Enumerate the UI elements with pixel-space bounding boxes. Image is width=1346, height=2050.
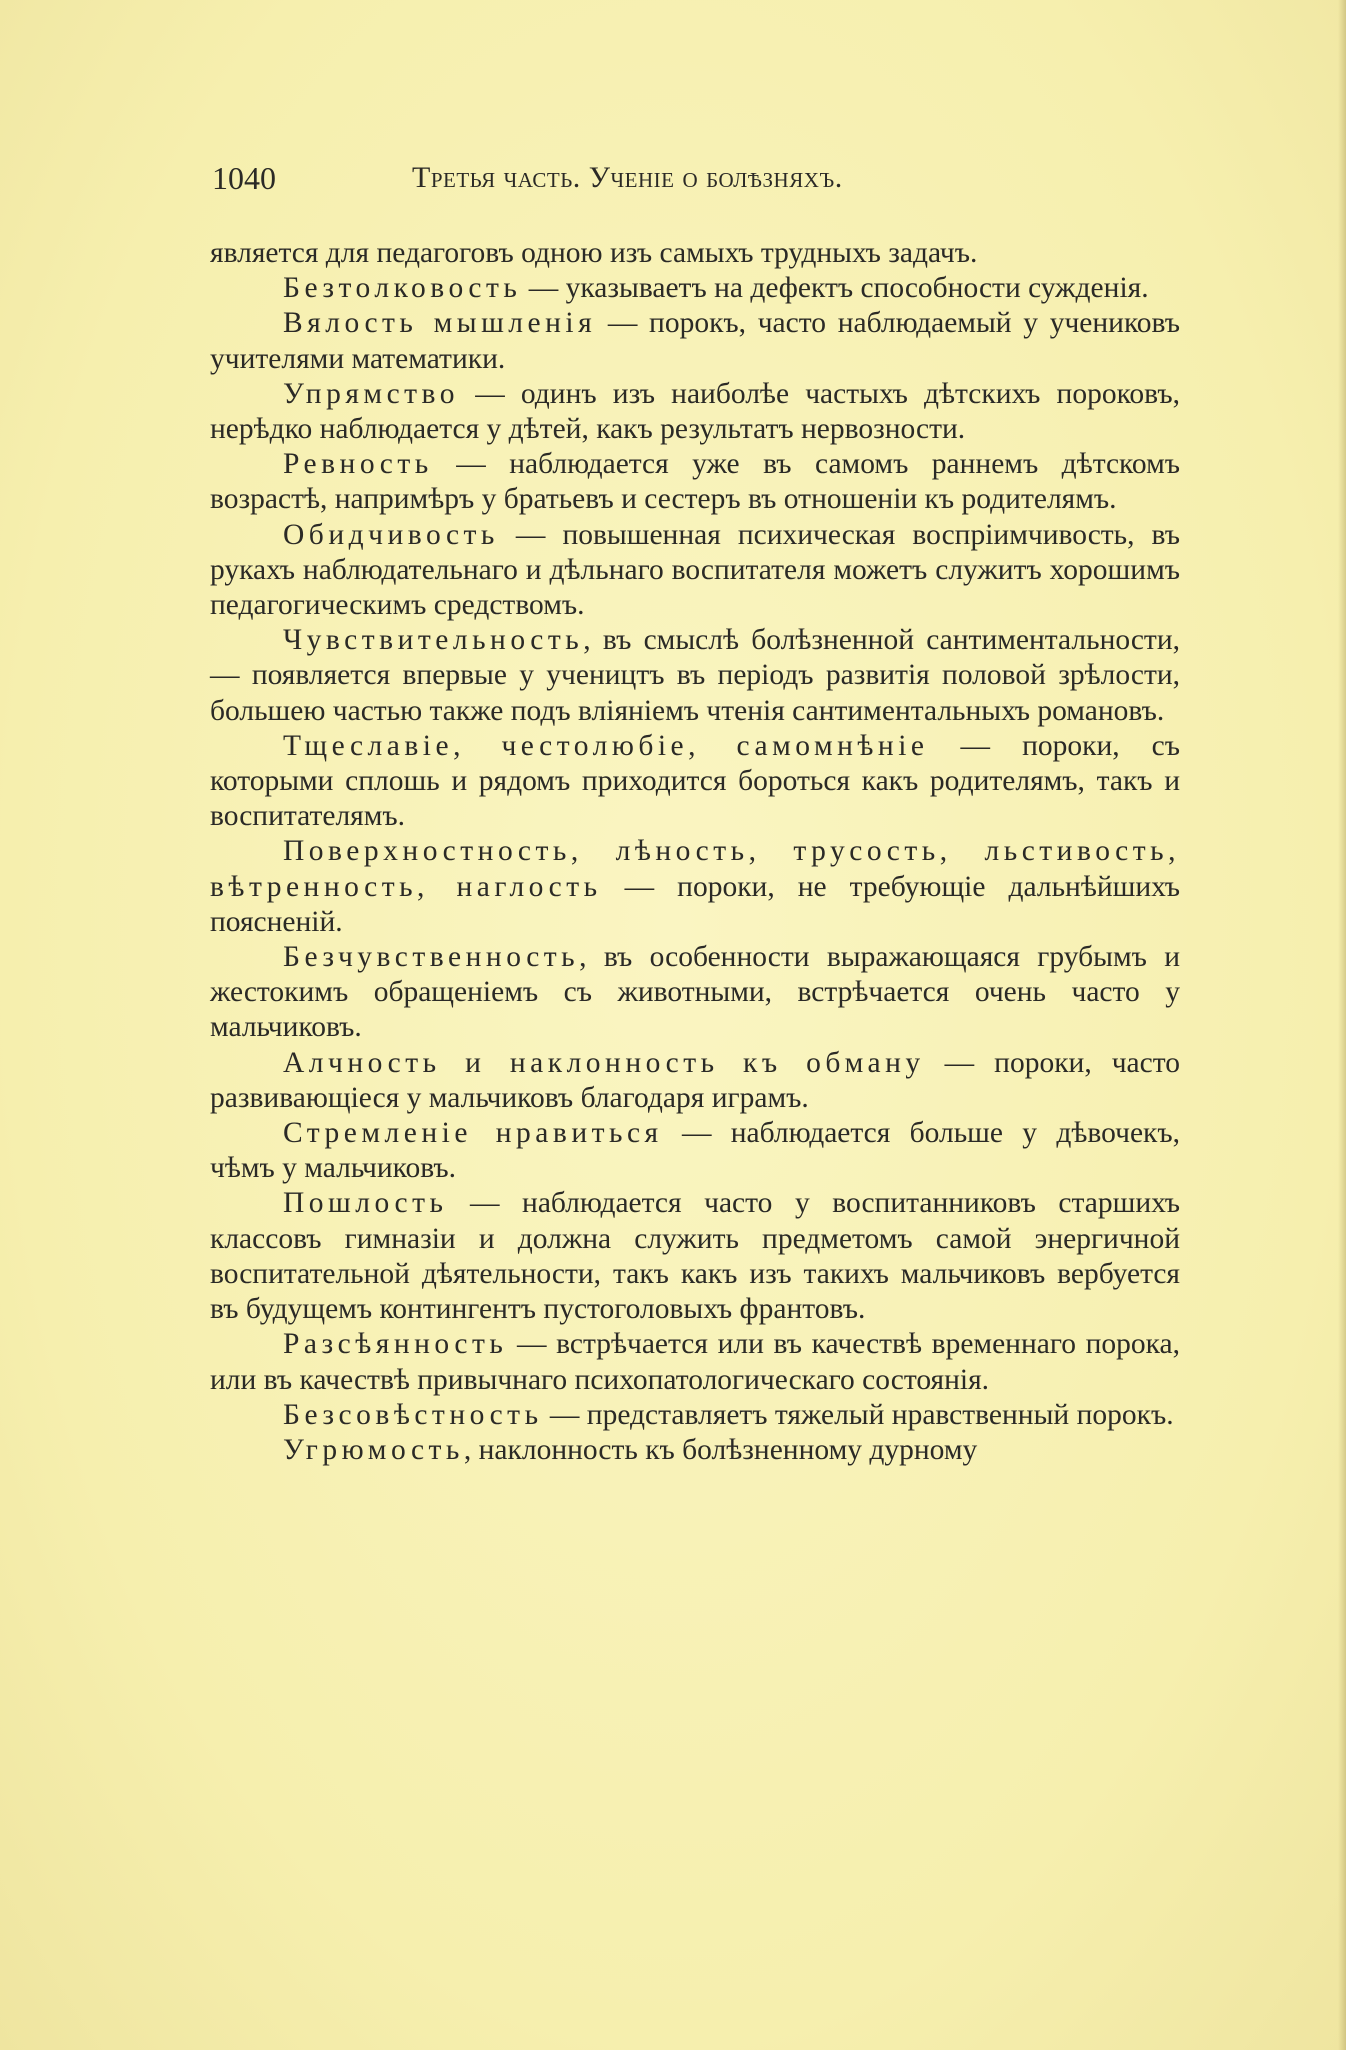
paragraph-term: Пошлость (283, 1187, 448, 1220)
paragraph-text: , въ смыслѣ болѣзненной сантиментальности, — появляется впервые у учеництъ въ періодъ развитія половой зрѣлости, большею частью также подъ вліяніемъ чтенія сантиментальныхъ романовъ. (210, 624, 1180, 727)
paragraph-term: Обидчивость (283, 518, 499, 551)
paragraph (210, 271, 1180, 306)
paragraph-text: является для педагоговъ одною изъ самыхъ трудныхъ задачъ. (210, 237, 978, 269)
paragraph-term: Ревность (283, 448, 433, 481)
running-head: Третья часть. Ученіе о болѣзняхъ. (412, 161, 843, 194)
paragraph (210, 623, 1180, 729)
page-number: 1040 (212, 160, 276, 196)
paragraph-term: Стремленіе нравиться (283, 1117, 663, 1150)
paragraph-term: Алчность и наклонность къ обману (283, 1046, 925, 1079)
paragraph (210, 1046, 1180, 1116)
paragraph-text: , въ особенности выражающаяся грубымъ и жестокимъ обращеніемъ съ животными, встрѣчается очень часто у мальчиковъ. (210, 941, 1180, 1044)
paragraph-term: Поверхностность, лѣность, трусость, льстивость, вѣтренность, наглость (210, 835, 1180, 903)
paragraph (210, 940, 1180, 1046)
paragraph-text: — пороки, часто развивающіеся у мальчиковъ благодаря играмъ. (210, 1046, 1180, 1114)
paragraph-text: — повышенная психическая воспріимчивость, въ рукахъ наблюдательнаго и дѣльнаго воспитателя можетъ служитъ хорошимъ педагогическимъ средствомъ. (210, 518, 1180, 622)
paragraph (210, 1186, 1180, 1327)
paragraph-text: — наблюдается уже въ самомъ раннемъ дѣтскомъ возрастѣ, напримѣръ у братьевъ и сестеръ въ отношеніи къ родителямъ. (210, 448, 1180, 516)
paragraph-term: Безсовѣстность (283, 1398, 543, 1431)
paragraph (210, 236, 1180, 271)
paragraph-term: Вялость мышленія (283, 307, 597, 340)
paragraph (210, 377, 1180, 447)
page-header (212, 158, 1182, 198)
paragraph-text: — наблюдается больше у дѣвочекъ, чѣмъ у мальчиковъ. (210, 1117, 1181, 1185)
paragraph-text: — пороки, съ которыми сплошь и рядомъ приходится бороться какъ родителямъ, такъ и воспитателямъ. (210, 729, 1180, 833)
paragraph-term: Тщеславіе, честолюбіе, самомнѣніе (283, 729, 929, 762)
paragraph-term: Безтолковость (283, 272, 522, 305)
paragraph (210, 1116, 1180, 1186)
paragraph-term: Чувствительность (283, 624, 584, 657)
paragraph (210, 306, 1180, 376)
page-edge-shadow (1338, 0, 1346, 2050)
paragraph (210, 729, 1180, 835)
paragraph-term: Упрямство (283, 377, 460, 410)
paragraph (210, 1327, 1180, 1397)
paragraph-term: Безчувственность (283, 941, 580, 974)
paragraph-text: — пороки, не требующіе дальнѣйшихъ поясненій. (210, 870, 1181, 938)
paragraph-text: , наклонность къ болѣзненному дурному (463, 1433, 978, 1466)
paragraph-text: — встрѣчается или въ качествѣ временнаго порока, или въ качествѣ привычнаго психопатологическаго состоянія. (210, 1328, 1180, 1396)
paragraph-text: — представляетъ тяжелый нравственный порокъ. (542, 1398, 1174, 1431)
paragraph (210, 518, 1180, 624)
paragraph (210, 1398, 1180, 1433)
paragraph-term: Разсѣянность (283, 1328, 508, 1361)
paragraph-text: — указываетъ на дефектъ способности сужденія. (521, 272, 1149, 305)
paragraph (210, 834, 1180, 940)
paragraph (210, 1433, 1180, 1468)
paragraph-text: — одинъ изъ наиболѣе частыхъ дѣтскихъ пороковъ, нерѣдко наблюдается у дѣтей, какъ результатъ нервозности. (210, 377, 1180, 446)
paragraph-text: — порокъ, часто наблюдаемый у учениковъ учителями математики. (210, 307, 1180, 375)
paragraph-term: Угрюмость (283, 1433, 464, 1466)
paragraph (210, 447, 1180, 517)
paragraph-text: — наблюдается часто у воспитанниковъ старшихъ классовъ гимназіи и должна служить предметомъ самой энергичной воспитательной дѣятельности, такъ какъ изъ такихъ мальчиковъ вербуется въ будущемъ контингентъ пустоголовыхъ франтовъ. (210, 1187, 1180, 1326)
body-text (210, 236, 1180, 1468)
